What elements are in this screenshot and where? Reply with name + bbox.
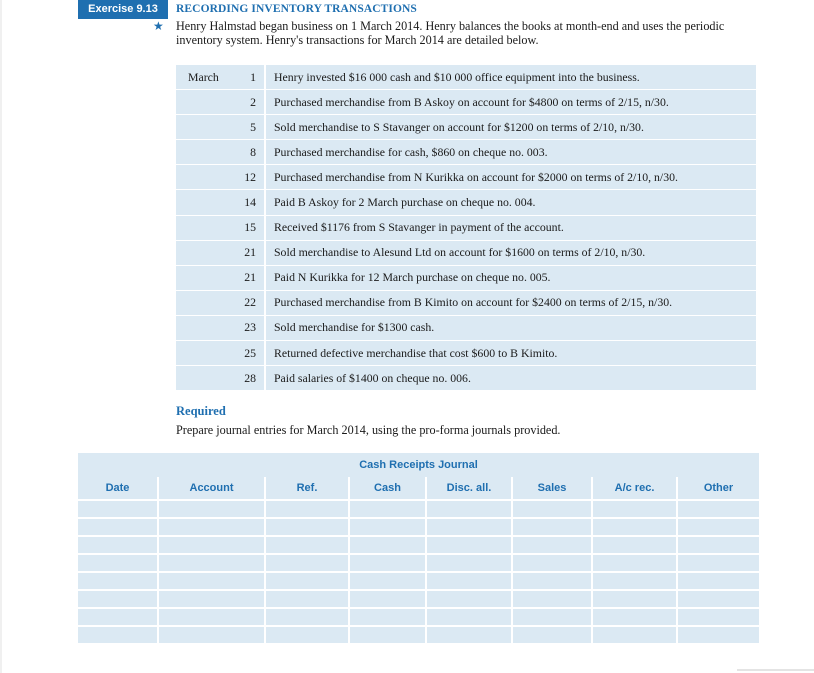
transaction-day: 22 — [238, 291, 266, 316]
transaction-month — [176, 190, 238, 215]
transaction-description: Purchased merchandise from B Kimito on account for $2400 on terms of 2/15, n/30. — [266, 291, 756, 316]
transaction-day: 21 — [238, 241, 266, 266]
transaction-description: Received $1176 from S Stavanger in payment of the account. — [266, 216, 756, 241]
journal-cell[interactable] — [78, 500, 158, 518]
journal-cell[interactable] — [265, 554, 349, 572]
journal-cell[interactable] — [265, 536, 349, 554]
divider — [737, 669, 814, 671]
transaction-description: Henry invested $16 000 cash and $10 000 office equipment into the business. — [266, 65, 756, 90]
journal-cell[interactable] — [158, 626, 265, 643]
transaction-row — [176, 266, 756, 291]
journal-column-header: Ref. — [265, 477, 349, 500]
transaction-day: 2 — [238, 90, 266, 115]
exercise-title: RECORDING INVENTORY TRANSACTIONS — [176, 3, 417, 15]
journal-cell[interactable] — [512, 626, 592, 643]
journal-cell[interactable] — [349, 572, 426, 590]
journal-cell[interactable] — [592, 608, 677, 626]
journal-entry-row — [78, 590, 759, 608]
journal-entry-row — [78, 500, 759, 518]
cash-receipts-journal — [78, 453, 759, 643]
journal-column-header: A/c rec. — [592, 477, 677, 500]
transaction-month — [176, 291, 238, 316]
journal-cell[interactable] — [426, 626, 512, 643]
journal-cell[interactable] — [592, 554, 677, 572]
journal-cell[interactable] — [78, 536, 158, 554]
transaction-day: 25 — [238, 341, 266, 366]
journal-cell[interactable] — [78, 608, 158, 626]
journal-cell[interactable] — [158, 590, 265, 608]
transaction-row — [176, 65, 756, 90]
transaction-row — [176, 241, 756, 266]
journal-cell[interactable] — [592, 572, 677, 590]
transaction-month — [176, 115, 238, 140]
transaction-row — [176, 216, 756, 241]
transaction-row — [176, 341, 756, 366]
journal-cell[interactable] — [426, 608, 512, 626]
journal-cell[interactable] — [677, 572, 759, 590]
page-edge — [0, 0, 2, 673]
transaction-month — [176, 90, 238, 115]
transaction-description: Purchased merchandise from B Askoy on account for $4800 on terms of 2/15, n/30. — [266, 90, 756, 115]
journal-cell[interactable] — [158, 608, 265, 626]
journal-cell[interactable] — [512, 518, 592, 536]
journal-cell[interactable] — [265, 626, 349, 643]
journal-cell[interactable] — [158, 500, 265, 518]
transaction-month — [176, 316, 238, 341]
transaction-row — [176, 190, 756, 215]
journal-cell[interactable] — [78, 572, 158, 590]
transaction-month — [176, 216, 238, 241]
star-icon: ★ — [153, 19, 164, 33]
transaction-row — [176, 140, 756, 165]
journal-entry-row — [78, 626, 759, 643]
journal-cell[interactable] — [512, 536, 592, 554]
journal-cell[interactable] — [265, 500, 349, 518]
journal-cell[interactable] — [349, 500, 426, 518]
journal-cell[interactable] — [512, 572, 592, 590]
journal-cell[interactable] — [677, 518, 759, 536]
journal-header-row — [78, 477, 759, 500]
transaction-month — [176, 241, 238, 266]
journal-cell[interactable] — [426, 500, 512, 518]
journal-cell[interactable] — [349, 608, 426, 626]
journal-cell[interactable] — [349, 554, 426, 572]
transaction-month — [176, 140, 238, 165]
transaction-description: Paid N Kurikka for 12 March purchase on cheque no. 005. — [266, 266, 756, 291]
transaction-day: 28 — [238, 366, 266, 391]
journal-entry-row — [78, 608, 759, 626]
journal-title: Cash Receipts Journal — [78, 453, 759, 477]
transaction-description: Paid salaries of $1400 on cheque no. 006. — [266, 366, 756, 391]
journal-cell[interactable] — [592, 536, 677, 554]
transaction-month — [176, 165, 238, 190]
transaction-row — [176, 165, 756, 190]
journal-cell[interactable] — [512, 554, 592, 572]
transaction-description: Sold merchandise for $1300 cash. — [266, 316, 756, 341]
journal-cell[interactable] — [592, 518, 677, 536]
transaction-day: 8 — [238, 140, 266, 165]
journal-cell[interactable] — [265, 572, 349, 590]
journal-cell[interactable] — [592, 590, 677, 608]
transaction-day: 14 — [238, 190, 266, 215]
journal-entry-row — [78, 554, 759, 572]
transaction-month — [176, 266, 238, 291]
transactions-table — [176, 65, 756, 391]
journal-cell[interactable] — [677, 608, 759, 626]
journal-cell[interactable] — [349, 590, 426, 608]
journal-cell[interactable] — [265, 590, 349, 608]
journal-cell[interactable] — [592, 626, 677, 643]
journal-column-header: Account — [158, 477, 265, 500]
journal-cell[interactable] — [512, 608, 592, 626]
transaction-description: Paid B Askoy for 2 March purchase on cheque no. 004. — [266, 190, 756, 215]
journal-cell[interactable] — [349, 518, 426, 536]
transaction-description: Sold merchandise to S Stavanger on account for $1200 on terms of 2/10, n/30. — [266, 115, 756, 140]
journal-cell[interactable] — [677, 590, 759, 608]
transaction-row — [176, 316, 756, 341]
journal-cell[interactable] — [158, 536, 265, 554]
journal-cell[interactable] — [426, 518, 512, 536]
journal-cell[interactable] — [158, 554, 265, 572]
exercise-intro: Henry Halmstad began business on 1 March 2014. Henry balances the books at month-end and uses the periodic inventory system. Henry's transactions for March 2014 are detailed below. — [176, 19, 725, 47]
transaction-row — [176, 90, 756, 115]
journal-column-header: Date — [78, 477, 158, 500]
transaction-description: Purchased merchandise from N Kurikka on account for $2000 on terms of 2/10, n/30. — [266, 165, 756, 190]
journal-column-header: Other — [677, 477, 759, 500]
journal-cell[interactable] — [426, 536, 512, 554]
journal-cell[interactable] — [265, 518, 349, 536]
journal-column-header: Cash — [349, 477, 426, 500]
journal-cell[interactable] — [677, 536, 759, 554]
transaction-day: 5 — [238, 115, 266, 140]
journal-column-header: Disc. all. — [426, 477, 512, 500]
journal-cell[interactable] — [78, 554, 158, 572]
journal-cell[interactable] — [78, 626, 158, 643]
transaction-day: 1 — [238, 65, 266, 90]
journal-cell[interactable] — [677, 500, 759, 518]
transaction-month — [176, 366, 238, 391]
journal-cell[interactable] — [349, 626, 426, 643]
journal-cell[interactable] — [265, 608, 349, 626]
required-heading: Required — [176, 404, 226, 418]
transaction-day: 23 — [238, 316, 266, 341]
transaction-row — [176, 115, 756, 140]
journal-entry-row — [78, 572, 759, 590]
journal-cell[interactable] — [592, 500, 677, 518]
exercise-badge: Exercise 9.13 — [78, 0, 168, 19]
journal-cell[interactable] — [426, 590, 512, 608]
transaction-row — [176, 291, 756, 316]
transaction-description: Returned defective merchandise that cost $600 to B Kimito. — [266, 341, 756, 366]
journal-cell[interactable] — [677, 554, 759, 572]
transaction-description: Purchased merchandise for cash, $860 on cheque no. 003. — [266, 140, 756, 165]
journal-cell[interactable] — [78, 590, 158, 608]
journal-cell[interactable] — [426, 554, 512, 572]
transaction-month: March — [176, 65, 238, 90]
transaction-day: 12 — [238, 165, 266, 190]
journal-cell[interactable] — [158, 518, 265, 536]
transaction-day: 21 — [238, 266, 266, 291]
transaction-row — [176, 366, 756, 391]
transaction-description: Sold merchandise to Alesund Ltd on account for $1600 on terms of 2/10, n/30. — [266, 241, 756, 266]
journal-cell[interactable] — [158, 572, 265, 590]
journal-cell[interactable] — [349, 536, 426, 554]
journal-column-header: Sales — [512, 477, 592, 500]
journal-cell[interactable] — [512, 590, 592, 608]
journal-cell[interactable] — [426, 572, 512, 590]
transaction-day: 15 — [238, 216, 266, 241]
journal-cell[interactable] — [78, 518, 158, 536]
journal-entry-row — [78, 536, 759, 554]
journal-entry-row — [78, 518, 759, 536]
journal-cell[interactable] — [512, 500, 592, 518]
transaction-month — [176, 341, 238, 366]
required-text: Prepare journal entries for March 2014, using the pro-forma journals provided. — [176, 423, 561, 437]
journal-cell[interactable] — [677, 626, 759, 643]
